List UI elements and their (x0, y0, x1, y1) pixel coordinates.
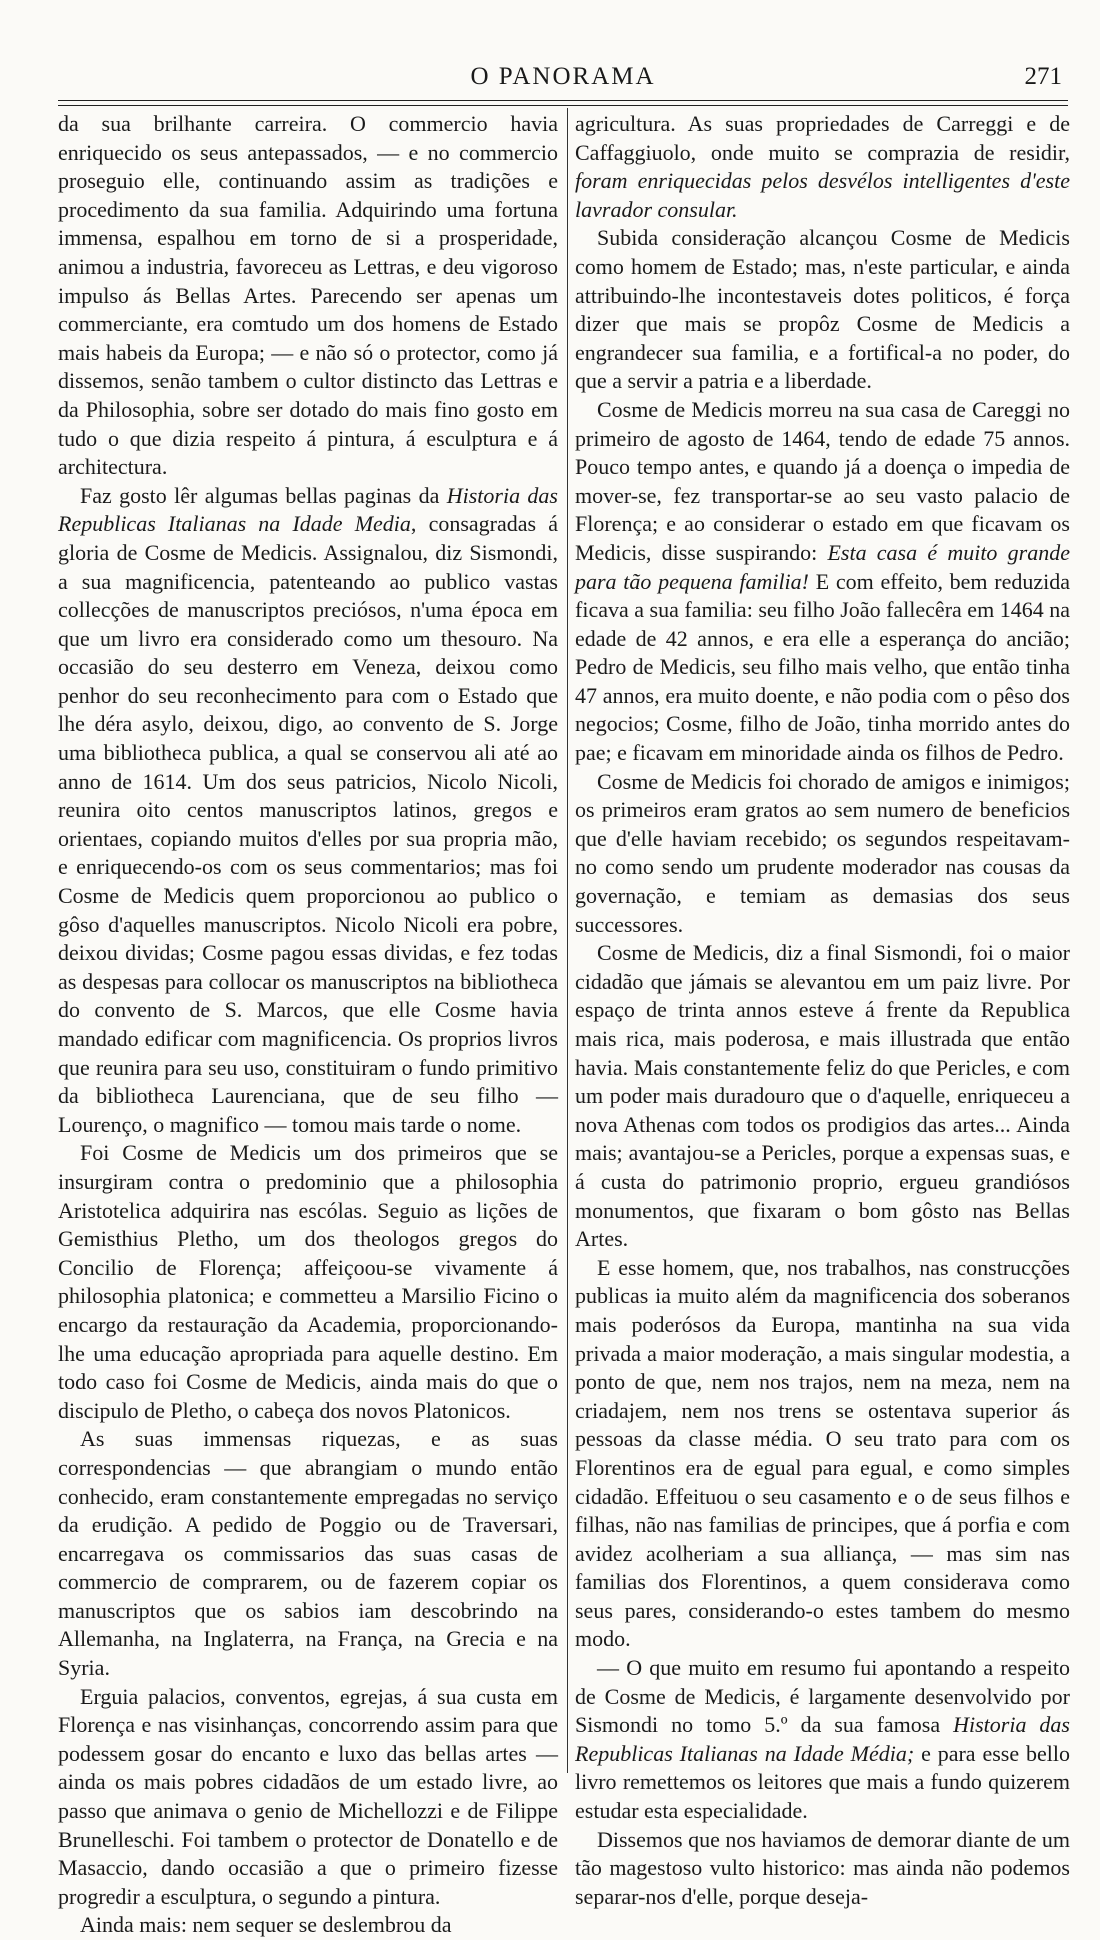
right-column (575, 110, 1070, 1911)
text-run: Faz gosto lêr algumas bellas paginas da (80, 482, 447, 508)
paragraph: Subida consideração alcançou Cosme de Medicis como homem de Estado; mas, n'este particular, e ainda attribuindo-lhe incontestaveis dotes politicos, é força dizer que mais se propôz Cosme de Medicis a engrandecer sua familia, e a fortifical-a no poder, do que a servir a patria e a liberdade. (575, 225, 1070, 394)
paragraph: As suas immensas riquezas, e as suas correspondencias — que abrangiam o mundo então conhecido, eram constantemente empregadas no serviço da erudição. A pedido de Poggio ou de Traversari, encarregava os commissarios das suas casas de commercio de comprarem, ou de fazerem copiar os manuscriptos que os sabios iam descobrindo na Allemanha, na Inglaterra, na França, na Grecia e na Syria. (58, 1426, 558, 1681)
quote: Esta casa é muito grande para tão pequena familia! (575, 539, 1070, 594)
paragraph: Cosme de Medicis foi chorado de amigos e inimigos; os primeiros eram gratos ao sem numero de beneficios que d'elle haviam recebido; os segundos respeitavam-no como sendo um prudente moderador nas cousas da governação, e temiam as demasias dos seus successores. (575, 768, 1070, 937)
header-rule-top (58, 100, 1068, 101)
paragraph: Dissemos que nos haviamos de demorar diante de um tão magestoso vulto historico: mas ainda não podemos separar-nos d'elle, porque deseja- (575, 1826, 1070, 1909)
paragraph (575, 110, 1070, 224)
left-column (58, 110, 558, 1940)
text-run: , consagradas á gloria de Cosme de Medicis. Assignalou, diz Sismondi, a sua magnificencia, patenteando ao publico vastas collecções de manuscriptos preciósos, n'uma época em que um livro era considerado como um thesouro. Na occasião do seu desterro em Veneza, deixou como penhor do seu reconhecimento para com o Estado que lhe déra asylo, deixou, digo, ao convento de S. Jorge uma bibliotheca publica, a qual se conservou ali até ao anno de 1614. Um dos seus patricios, Nicolo Nicoli, reunira oito centos manuscriptos latinos, gregos e orientaes, copiando muitos d'elles por sua propria mão, e enriquecendo-os com os seus commentarios; mas foi Cosme de Medicis quem proporcionou ao publico o gôso d'aquelles manuscriptos. Nicolo Nicoli era pobre, deixou dividas; Cosme pagou essas dividas, e fez todas as despesas para collocar os manuscriptos na bibliotheca do convento de S. Marcos, que elle Cosme havia mandado edificar com magnificencia. Os proprios livros que reunira para seu uso, constituiram o fundo primitivo da bibliotheca Laurenciana, que de seu filho — Lourenço, o magnifico — tomou mais tarde o nome. (58, 511, 558, 1137)
text-run: e para esse bello livro remettemos os leitores que mais a fundo quizerem estudar esta especialidade. (575, 1740, 1070, 1824)
header-rule-bottom (58, 105, 1068, 106)
book-title: Historia das Republicas Italianas na Idade Media (58, 482, 558, 537)
quote: foram enriquecidas pelos desvélos intelligentes d'este lavrador consular. (575, 168, 1070, 222)
book-title: Historia das Republicas Italianas na Idade Média; (575, 1712, 1070, 1766)
text-run: E com effeito, bem reduzida ficava a sua familia: seu filho João fallecêra em 1464 na edade de 42 annos, e era elle a esperança do ancião; Pedro de Medicis, seu filho mais velho, que então tinha 47 annos, era muito doente, e não podia com o pêso dos negocios; Cosme, filho de João, tinha morrido antes do pae; e ficavam em minoridade ainda os filhos de Pedro. (575, 568, 1070, 766)
page-header (58, 62, 1068, 102)
paragraph: Erguia palacios, conventos, egrejas, á sua custa em Florença e nas visinhanças, concorrendo assim para que podessem gosar do encanto e luxo das bellas artes — ainda os mais pobres cidadãos de um estado livre, ao passo que animava o genio de Michellozzi e de Filippe Brunelleschi. Foi tambem o protector de Donatello e de Masaccio, dando occasião a que o primeiro fizesse progredir a esculptura, o segundo a pintura. (58, 1683, 558, 1909)
paragraph: Cosme de Medicis, diz a final Sismondi, foi o maior cidadão que jámais se alevantou em um paiz livre. Por espaço de trinta annos esteve á frente da Republica mais rica, mais poderosa, e mais illustrada que então havia. Mais constantemente feliz do que Pericles, e com um poder mais duradouro que o d'aquelle, enriqueceu a nova Athenas com todos os prodigios das artes... Ainda mais; avantajou-se a Pericles, porque a expensas suas, e á custa do patrimonio proprio, ergueu grandiósos monumentos, que fixaram o bom gôsto nas Bellas Artes. (575, 940, 1070, 1252)
page-number: 271 (1024, 63, 1062, 90)
running-title: O PANORAMA (470, 63, 656, 90)
column-divider (567, 108, 568, 1773)
paragraph: da sua brilhante carreira. O commercio havia enriquecido os seus antepassados, — e no commercio proseguio elle, continuando assim as tradições e procedimento da sua familia. Adquirindo uma fortuna immensa, espalhou em torno de si a prosperidade, animou a industria, favoreceu as Lettras, e deu vigoroso impulso ás Bellas Artes. Parecendo ser apenas um commerciante, era comtudo um dos homens de Estado mais habeis da Europa; — e não só o protector, como já dissemos, senão tambem o cultor distincto das Lettras e da Philosophia, sobre ser dotado do mais fino gosto em tudo o que dizia respeito á pintura, á esculptura e á architectura. (58, 111, 558, 480)
text-run: Cosme de Medicis morreu na sua casa de Careggi no primeiro de agosto de 1464, tendo de edade 75 annos. Pouco tempo antes, e quando já a doença o impedia de mover-se, fez transportar-se ao seu vasto palacio de Florença; e ao considerar o estado em que ficavam os Medicis, disse suspirando: (575, 396, 1070, 565)
paragraph: Foi Cosme de Medicis um dos primeiros que se insurgiram contra o predominio que a philosophia Aristotelica adquirira nas escólas. Seguio as lições de Gemisthius Pletho, um dos theologos gregos do Concilio de Florença; affeiçoou-se vivamente á philosophia platonica; e commetteu a Marsilio Ficino o encargo da restauração da Academia, proporcionando-lhe uma educação apropriada para aquelle destino. Em todo caso foi Cosme de Medicis, ainda mais do que o discipulo de Pletho, o cabeça dos novos Platonicos. (58, 1140, 558, 1423)
text-run: — O que muito em resumo fui apontando a respeito de Cosme de Medicis, é largamente desenvolvido por Sismondi no tomo 5.º da sua famosa (575, 1655, 1070, 1738)
paragraph (575, 396, 1070, 768)
paragraph: E esse homem, que, nos trabalhos, nas construcções publicas ia muito além da magnificencia dos soberanos mais poderósos da Europa, mantinha na sua vida privada a maior moderação, a mais singular modestia, a ponto de que, nem nos trajos, nem na meza, nem na criadajem, nem nos trens se ostentava superior ás pessoas da classe média. O seu trato para com os Florentinos era de egual para egual, e como simples cidadão. Effeituou o seu casamento e o de seus filhos e filhas, não nas familias de principes, que á porfia e com avidez acolheriam a sua alliança, — mas sim nas familias dos Florentinos, a quem considerava como seus pares, considerando-o estes tambem do mesmo modo. (575, 1254, 1070, 1652)
paragraph: Ainda mais: nem sequer se deslembrou da (80, 1912, 452, 1938)
text-run: agricultura. As suas propriedades de Carreggi e de Caffaggiuolo, onde muito se comprazia de residir, (575, 111, 1070, 165)
paragraph (58, 482, 558, 1140)
